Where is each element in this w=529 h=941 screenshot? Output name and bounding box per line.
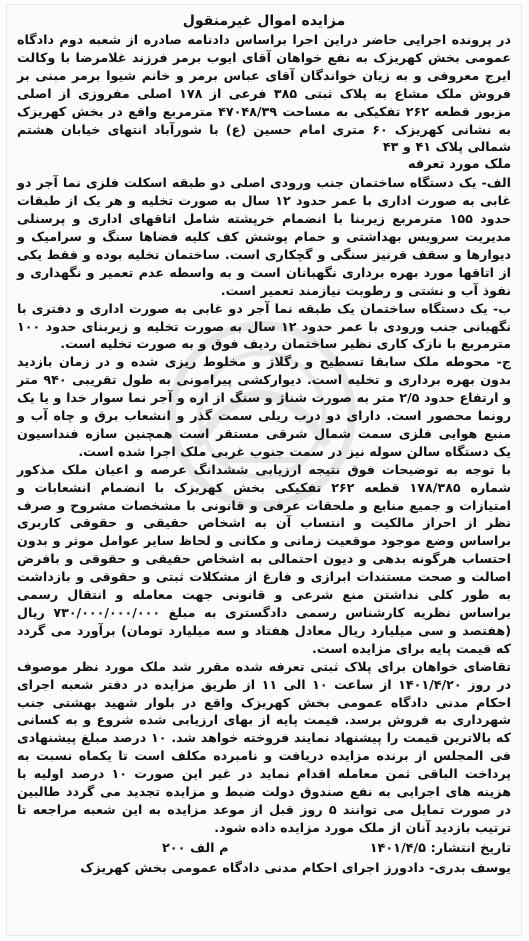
property-item-be: ب- یک دستگاه ساختمان یک طبقه نما آجر دو غابی به صورت اداری و دفتری با نگهبانی جنب ورودی با عمر حدود ۱۲ سال به صورت تخلیه و زیربنای حدود ۱۰۰ مترمربع با نازک کاری نظیر ساختمان ردیف فوق و به صورت تخلیه است. — [17, 300, 511, 352]
valuation-paragraph: با توجه به توضیحات فوق نتیجه ارزیابی ششدانگ عرصه و اعیان ملک مذکور شماره ۱۷۸/۳۸۵ قطعه ۲۶۲ تفکیکی بخش کهریزک با انضمام انشعابات و امتیازات و جمیع منابع و ملحقات عرفی و قانونی با مشخصات مشروح و صرف نظر از احراز مالکیت و انتساب آن به اشخاص حقیقی و حقوقی کاربری براساس وضع موجود موقعیت زمانی و مکانی و لحاظ سایر عوامل موثر و بدون احتساب هرگونه بدهی و دیون احتمالی به اشخاص حقیقی و حقوقی و بافرض اصالت و صحت مستندات ابرازی و فارغ از مشکلات ثبتی و حقوقی و بازداشت به طور کلی نداشتن منع شرعی و قانونی جهت معامله و انتقال رسمی براساس نظریه کارشناس رسمی دادگستری به مبلغ ۷۳۰/۰۰۰/۰۰۰/۰۰۰ ریال (هفتصد و سی میلیارد ریال معادل هفتاد و سه میلیارد تومان) برآورد می گردد که قیمت پایه برای مزایده است. — [17, 461, 511, 656]
signature-line: یوسف بدری- دادورز اجرای احکام مدنی دادگاه عمومی بخش کهریزک — [80, 860, 511, 876]
property-item-jim: ج- محوطه ملک سابقا تسطیح و رگلاژ و مخلوط ریزی شده و در زمان بازدید بدون بهره برداری و تخلیه است. دیوارکشی پیرامونی به طول تقریبی ۹۴۰ متر و ارتفاع حدود ۲/۵ متر به صورت شناژ و سنگ از اره و آجر نما سوار خدا و یا یک رونما محصور است. دارای دو درب ریلی سمت گذر و انشعاب برق و چاه آب و منبع هوایی فلزی سمت شمال شرقی مستقر است همچنین سازه فنداسیون یک دستگاه سالن سوله نیز در سمت جنوب غربی ملک اجرا شده است. — [17, 354, 512, 459]
case-introduction: در پرونده اجرایی حاضر دراین اجرا براساس دادنامه صادره از شعبه دوم دادگاه عمومی بخش کهریزک به نفع خواهان آقای ایوب برمر فرزند غلامرضا با وکالت ایرج معروفی و به زیان خواندگان آقای عباس برمر و خانم شیوا برمر مبنی بر فروش ملک مشاع به پلاک ثبتی ۳۸۵ فرعی از ۱۷۸ اصلی مفروزی از اصلی مزبور قطعه ۲۶۲ تفکیکی به مساحت ۴۷۰۴۸/۳۹ مترمربع واقع در بخش کهریزک به نشانی کهریزک ۶۰ متری امام حسین (ع) با شورآباد انتهای خیابان هشتم شمالی پلاک ۴۱ و ۴۳ — [17, 32, 511, 155]
property-description-heading: ملک مورد تعرفه — [407, 157, 511, 173]
publication-date: تاریخ انتشار: ۱۴۰۱/۴/۵ — [369, 840, 511, 856]
publication-meta — [17, 840, 511, 858]
property-item-alef: الف- یک دستگاه ساختمان جنب ورودی اصلی دو طبقه اسکلت فلزی نما آجر دو غابی به صورت اداری با عمر حدود ۱۲ سال به صورت تخلیه و هر یک از طبقات حدود ۱۵۵ مترمربع زیربنا با انضمام خرپشته شامل اتاقهای اداری و پرسنلی مدیریت سرویس بهداشتی و حمام پوشش کف کلیه فضاها سنگ و سرامیک و دیوارها و سقف قرنیز سنگی و گچکاری است. ساختمان تخلیه بوده و فقط یکی از اتاقها مورد بهره برداری نگهبانان است و به واسطه عدم تعمیر و نگهداری و نفوذ آب و نشتی و رطوبت نیازمند تعمیر است. — [17, 175, 512, 298]
legal-notice-content — [17, 12, 511, 927]
auction-terms-paragraph: تقاضای خواهان برای پلاک ثبتی تعرفه شده مقرر شد ملک مورد نظر موصوف در روز ۱۴۰۱/۴/۲۰ از ساعت ۱۰ الی ۱۱ از طریق مزایده در دفتر شعبه اجرای احکام مدنی دادگاه عمومی بخش کهریزک واقع در بلوار شهید بهشتی جنب شهرداری به فروش برسد. قیمت پایه از بهای ارزیابی شده شروع و به کسانی که بالاترین قیمت را پیشنهاد نمایند فروخته خواهد شد. ۱۰ درصد مبلغ پیشنهادی فی المجلس از برنده مزایده دریافت و نامبرده مکلف است تا یکماه نسبت به پرداخت الباقی ثمن معامله اقدام نماید در غیر این صورت ۱۰ درصد اولیه با هزینه های اجرایی به نفع صندوق دولت ضبط و مزایده تجدید می گردد طالبین در صورت تمایل می توانند ۵ روز قبل از موعد مزایده به این شعبه مراجعه تا ترتیب بازدید آنان از ملک مورد مزایده داده شود. — [17, 658, 512, 835]
notice-title: مزایده اموال غیرمنقول — [182, 13, 346, 29]
newspaper-clipping — [6, 4, 522, 936]
reference-number: م الف ۲۰۰ — [162, 840, 229, 856]
